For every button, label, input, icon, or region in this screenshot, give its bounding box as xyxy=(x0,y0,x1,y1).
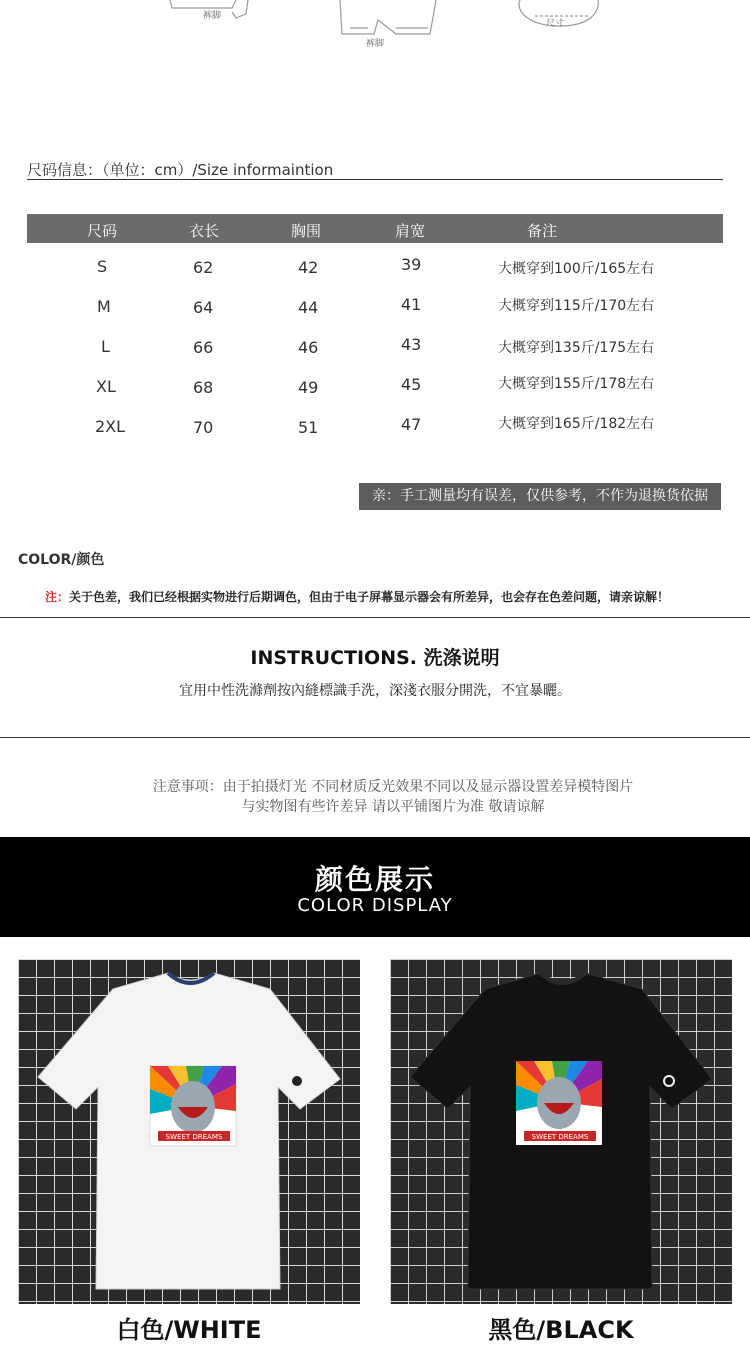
color-section-title: COLOR/颜色 xyxy=(18,552,105,568)
color-note-prefix: 注： xyxy=(45,590,70,604)
table-row-xl-chest: 49 xyxy=(298,378,319,397)
table-row-s-length: 62 xyxy=(193,258,214,277)
table-row-2xl-shoulder: 47 xyxy=(401,415,422,434)
table-row-l-shoulder: 43 xyxy=(401,335,422,354)
table-row-xl-size: XL xyxy=(96,377,116,396)
table-row-xl-remark: 大概穿到155斤/178左右 xyxy=(498,376,655,392)
diagram-label-hem-left: 裤脚 xyxy=(203,11,222,21)
table-row-2xl-remark: 大概穿到165斤/182左右 xyxy=(498,416,655,432)
size-table-header xyxy=(27,214,723,243)
size-info-heading: 尺码信息：（单位：cm）/Size informaintion xyxy=(27,161,334,179)
table-row-2xl-length: 70 xyxy=(193,418,214,437)
col-header-size: 尺码 xyxy=(87,222,118,240)
color-display-subtitle: COLOR DISPLAY xyxy=(297,895,453,916)
white-shirt-caption: 白色/WHITE xyxy=(116,1316,262,1344)
diagram-label-hem-mid: 裤脚 xyxy=(366,39,385,49)
table-row-m-length: 64 xyxy=(193,298,214,317)
measurement-disclaimer: 亲：手工测量均有误差，仅供参考，不作为退换货依据 xyxy=(359,483,721,510)
instructions-divider-top xyxy=(0,617,750,618)
table-row-l-length: 66 xyxy=(193,338,214,357)
color-display-title: 颜色展示 xyxy=(314,863,435,896)
table-row-s-chest: 42 xyxy=(298,258,319,277)
table-row-m-remark: 大概穿到115斤/170左右 xyxy=(498,298,655,314)
table-row-xl-shoulder: 45 xyxy=(401,375,422,394)
col-header-remark: 备注 xyxy=(527,222,558,240)
color-note-text: 关于色差，我们已经根据实物进行后期调色，但由于电子屏幕显示器会有所差异，也会存在色差问题，请亲谅解！ xyxy=(69,590,670,604)
table-row-2xl-chest: 51 xyxy=(298,418,319,437)
table-row-l-chest: 46 xyxy=(298,338,319,357)
diagram-label-size: 尺寸 xyxy=(546,19,565,29)
table-row-s-remark: 大概穿到100斤/165左右 xyxy=(498,261,655,277)
black-shirt-photo[interactable] xyxy=(390,959,732,1304)
white-shirt-photo[interactable] xyxy=(18,959,360,1304)
instructions-text: 宜用中性洗滌劑按內縫標識手洗，深淺衣服分開洗，不宜暴曬。 xyxy=(179,683,571,699)
black-shirt-caption: 黑色/BLACK xyxy=(488,1316,634,1344)
table-row-m-size: M xyxy=(97,297,111,316)
color-difference-note xyxy=(45,588,669,605)
table-row-s-shoulder: 39 xyxy=(401,255,422,274)
instructions-divider-bottom xyxy=(0,737,750,738)
notice-line-1: 注意事项：由于拍摄灯光 不同材质反光效果不同以及显示器设置差异模特图片 xyxy=(152,779,634,795)
table-row-xl-length: 68 xyxy=(193,378,214,397)
table-row-l-remark: 大概穿到135斤/175左右 xyxy=(498,340,655,356)
table-row-m-shoulder: 41 xyxy=(401,295,422,314)
black-shirt-print-text: SWEET DREAMS xyxy=(531,1133,589,1141)
white-shirt-print-text: SWEET DREAMS xyxy=(165,1133,223,1141)
table-row-m-chest: 44 xyxy=(298,298,319,317)
garment-diagram xyxy=(0,0,750,60)
table-row-l-size: L xyxy=(101,337,110,356)
table-row-2xl-size: 2XL xyxy=(95,417,126,436)
size-info-divider xyxy=(27,179,723,180)
notice-line-2: 与实物图有些许差异 请以平铺图片为准 敬请谅解 xyxy=(241,799,545,815)
col-header-length: 衣长 xyxy=(189,222,220,240)
table-row-s-size: S xyxy=(97,257,108,276)
col-header-shoulder: 肩宽 xyxy=(395,222,426,240)
col-header-chest: 胸围 xyxy=(291,222,322,240)
instructions-title: INSTRUCTIONS. 洗涤说明 xyxy=(250,647,500,669)
